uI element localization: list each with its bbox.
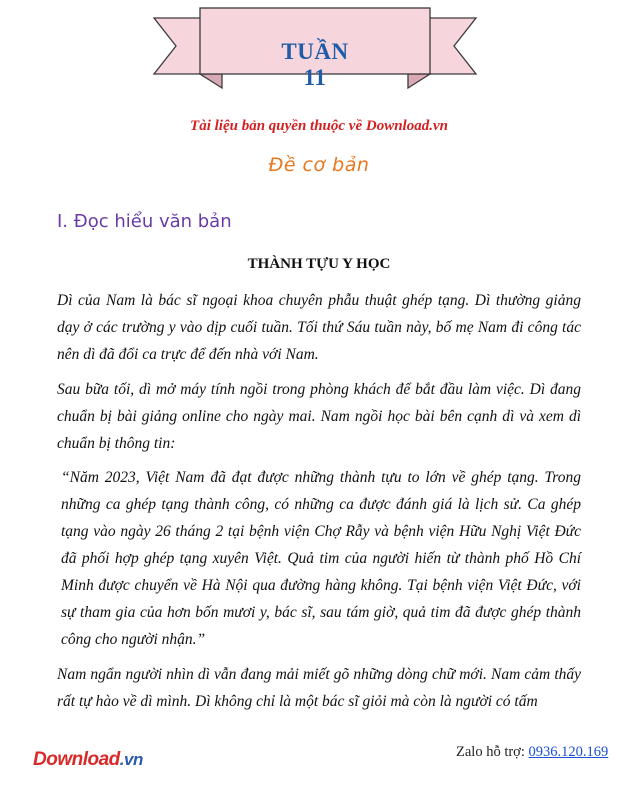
zalo-support: [456, 744, 608, 761]
copyright-notice: Tài liệu bản quyền thuộc về Download.vn: [190, 118, 448, 134]
download-logo[interactable]: [33, 749, 143, 771]
section-heading: I. Đọc hiểu văn bản: [57, 211, 232, 232]
article-paragraph: Sau bữa tối, dì mở máy tính ngồi trong phòng khách để bắt đầu làm việc. Dì đang chuẩn bị bài giảng online cho ngày mai. Nam ngồi học bài bên cạnh dì và xem dì chuẩn bị thông tin:: [57, 381, 581, 452]
article-paragraph: Nam ngẩn người nhìn dì vẫn đang mải miết gõ những dòng chữ mới. Nam cảm thấy rất tự hào về dì mình. Dì không chỉ là một bác sĩ giỏi mà còn là người có tấm: [57, 666, 581, 710]
exam-subtitle: Đề cơ bản: [268, 154, 370, 176]
logo-domain-text: .vn: [119, 750, 143, 769]
article-quote-paragraph: “Năm 2023, Việt Nam đã đạt được những thành tựu to lớn về ghép tạng. Trong những ca ghép tạng thành công, có những ca được đánh giá là lịch sử. Ca ghép tạng vào ngày 26 tháng 2 tại bệnh viện Chợ Rẫy và bệnh viện Hữu Nghị Việt Đức đã phối hợp ghép tạng xuyên Việt. Quả tim của người hiến từ thành phố Hồ Chí Minh được chuyển về Hà Nội qua đường hàng không. Tại bệnh viện Việt Đức, với sự tham gia của hơn bốn mươi y, bác sĩ, sau tám giờ, quả tim đã được ghép thành công cho người nhận.”: [61, 469, 581, 648]
week-title: TUẦN 11: [281, 39, 349, 90]
zalo-phone-link[interactable]: 0936.120.169: [528, 744, 609, 760]
week-banner: [150, 6, 480, 92]
zalo-label: Zalo hỗ trợ:: [456, 744, 525, 760]
logo-main-text: Download: [33, 749, 120, 770]
article-title: THÀNH TỰU Y HỌC: [247, 256, 391, 272]
article-paragraph: Dì của Nam là bác sĩ ngoại khoa chuyên phẫu thuật ghép tạng. Dì thường giảng dạy ở các trường y vào dịp cuối tuần. Tối thứ Sáu tuần này, bố mẹ Nam đi công tác nên dì đã đổi ca trực để đến nhà với Nam.: [57, 292, 581, 363]
